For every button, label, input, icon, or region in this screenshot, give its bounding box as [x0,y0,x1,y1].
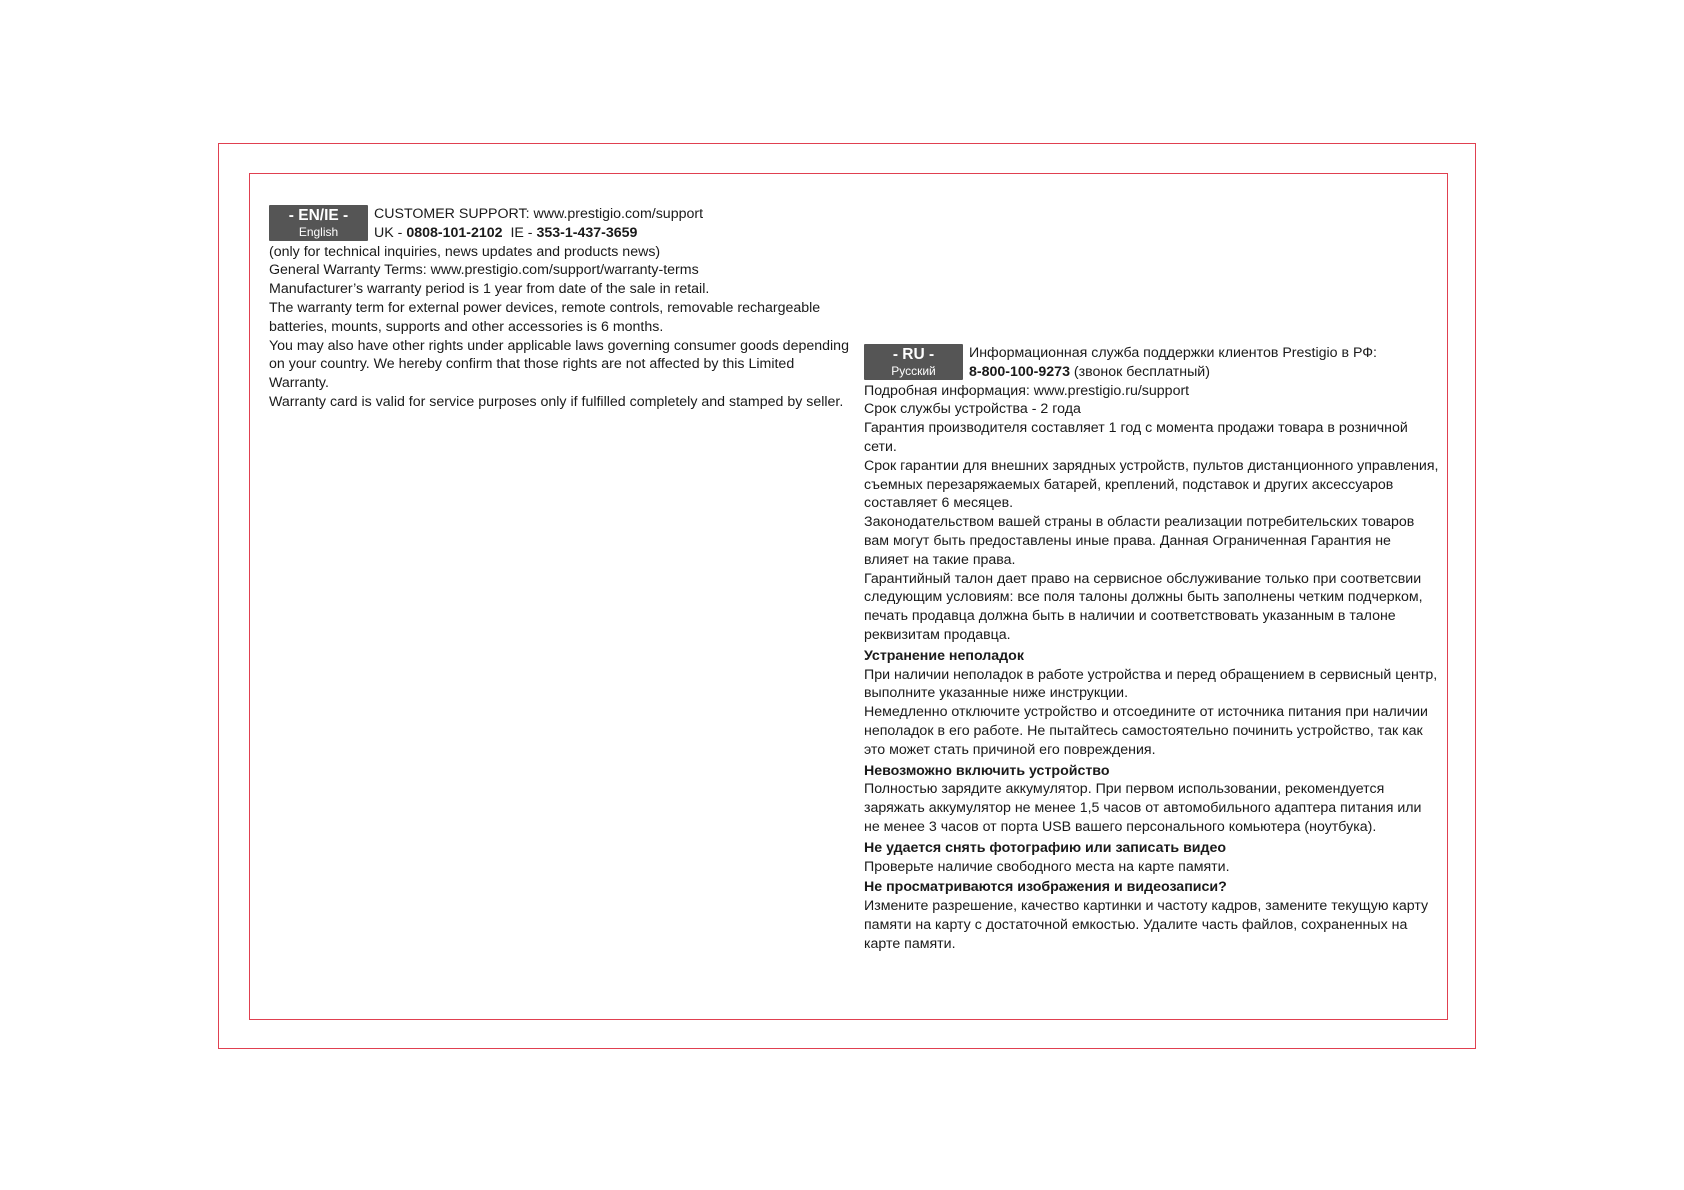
customer-support-line: CUSTOMER SUPPORT: www.prestigio.com/support [374,206,704,222]
badge-code: - EN/IE - [288,207,349,224]
phone-note: (звонок бесплатный) [1069,363,1210,380]
en-paragraph: Manufacturer’s warranty period is 1 year from date of the sale in retail. [269,281,710,298]
badge-name: Русский [891,364,936,378]
badge-code: - RU - [892,346,935,363]
support-phone: 8-800-100-9273 [969,363,1070,380]
photo-issue-text: Проверьте наличие свободного места на карте памяти. [864,858,1230,875]
ru-paragraph: Срок службы устройства - 2 года [864,401,1081,418]
ru-paragraph: Законодательством вашей страны в области реализации потребительских товаров вам могут быть предоставлены иные права. Данная Ограниченная Гарантия не влияет на такие права. [864,514,1415,568]
en-paragraph: The warranty term for external power devices, remote controls, removable rechargeable batteries, mounts, supports and other accessories is 6 months. [269,299,821,335]
photo-issue-heading: Не удается снять фотографию или записать видео [864,839,1227,856]
language-badge-en [269,205,368,241]
ru-paragraph: Гарантийный талон дает право на сервисное обслуживание только при соответсвии следующим условиям: все поля талоны должны быть заполнены четким подчерком, печать продавца должна быть в наличии и соответствовать указанным в талоне реквизитам продавца. [864,570,1423,643]
en-paragraph: General Warranty Terms: www.prestigio.com/support/warranty-terms [269,262,699,279]
en-paragraph: You may also have other rights under applicable laws governing consumer goods depending on your country. We hereby confirm that those rights are not affected by this Limited Warranty. [269,337,849,392]
en-paragraph: (only for technical inquiries, news updates and products news) [269,243,661,260]
view-issue-heading: Не просматриваются изображения и видеозаписи? [864,879,1227,896]
ie-phone: 353-1-437-3659 [536,224,638,241]
uk-phone: 0808-101-2102 [406,224,503,241]
language-badge-ru [864,344,963,380]
ie-prefix: IE - [502,224,537,241]
ru-paragraph: Срок гарантии для внешних зарядных устройств, пультов дистанционного управления, съемных перезаряжаемых батарей, креплений, подставок и других аксессуаров составляет 6 месяцев. [864,457,1439,512]
english-section [269,205,849,412]
troubleshooting-paragraph: При наличии неполадок в работе устройства и перед обращением в сервисный центр, выполните указанные ниже инструкции. [864,666,1438,702]
ru-paragraph: Гарантия производителя составляет 1 год с момента продажи товара в розничной сети. [864,420,1408,455]
uk-prefix: UK - [374,224,407,241]
en-paragraph: Warranty card is valid for service purposes only if fulfilled completely and stamped by seller. [269,393,844,410]
badge-name: English [298,225,339,239]
view-issue-text: Измените разрешение, качество картинки и частоту кадров, замените текущую карту памяти на карту с достаточной емкостью. Удалите часть файлов, сохраненных на карте памяти. [864,898,1429,952]
russian-section [864,344,1439,954]
customer-support-line: Информационная служба поддержки клиентов Prestigio в РФ: [969,345,1377,361]
troubleshooting-paragraph: Немедленно отключите устройство и отсоедините от источника питания при наличии неполадок в его работе. Не пытайтесь самостоятельно починить устройство, так как это может стать причиной его повреждения. [864,704,1428,758]
power-issue-text: Полностью зарядите аккумулятор. При первом использовании, рекомендуется заряжать аккумулятор не менее 1,5 часов от автомобильного адаптера питания или не менее 3 часов от порта USB вашего персонального комьютера (ноутбука). [864,781,1422,835]
russian-header [864,344,1439,382]
power-issue-heading: Невозможно включить устройство [864,762,1110,779]
ru-paragraph: Подробная информация: www.prestigio.ru/support [864,382,1190,399]
english-header [269,205,849,243]
troubleshooting-heading: Устранение неполадок [864,647,1024,664]
